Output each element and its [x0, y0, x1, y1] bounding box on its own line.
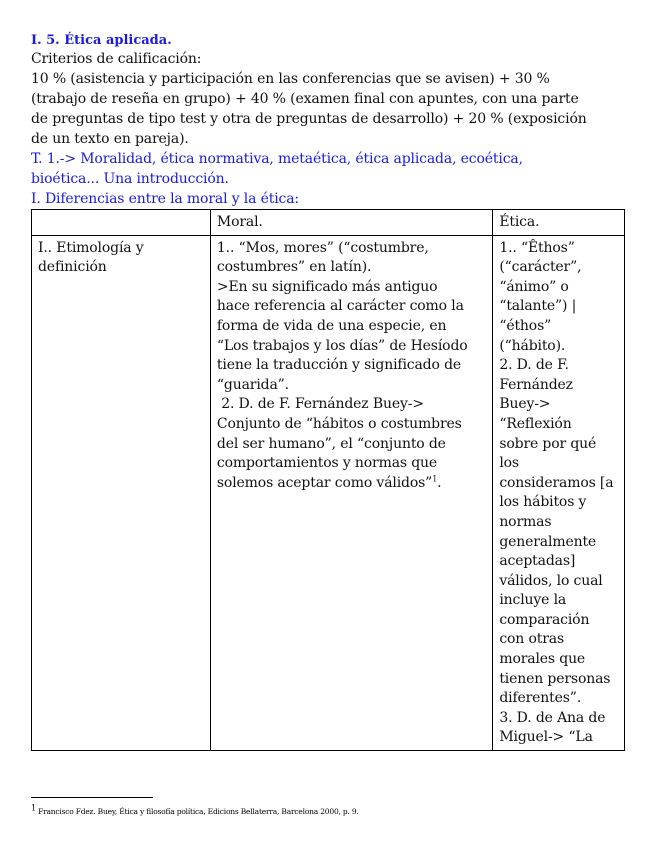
- section-title: I. 5. Ética aplicada.: [31, 33, 172, 48]
- etica-cell: [493, 235, 625, 750]
- topic-title: [31, 149, 627, 189]
- moral-line: 1.. “Mos, mores” (“costumbre,: [216, 239, 429, 256]
- topic-line: T. 1.-> Moralidad, ética normativa, metaética, ética aplicada, ecoética,: [31, 151, 523, 167]
- moral-cell: [210, 235, 492, 750]
- footnote: [31, 803, 359, 816]
- etica-line: 1.. “Êthos”: [499, 239, 575, 256]
- etica-line: Fernández: [499, 376, 573, 393]
- row-label-line: I.. Etimología y: [38, 239, 144, 256]
- etica-line: Buey->: [499, 396, 551, 413]
- moral-line: 2. D. de F. Fernández Buey->: [216, 396, 424, 413]
- moral-line: comportamientos y normas que: [216, 455, 438, 472]
- table-header-cell-etica: Ética.: [493, 210, 625, 236]
- etica-line: los: [499, 455, 519, 472]
- row-label-line: definición: [38, 259, 107, 276]
- etica-line: incluye la: [499, 592, 567, 609]
- moral-line: del ser humano”, el “conjunto de: [216, 435, 446, 452]
- etica-line: Miguel-> “La: [499, 729, 593, 746]
- footnote-reference[interactable]: 1: [432, 474, 438, 484]
- criteria-text: [31, 69, 627, 149]
- moral-last-line: [217, 474, 486, 494]
- table-header-row: [32, 210, 625, 236]
- criteria-line: 10 % (asistencia y participación en las conferencias que se avisen) + 30 %: [31, 71, 550, 87]
- moral-line: “Los trabajos y los días” de Hesíodo: [216, 337, 468, 354]
- etica-line: diferentes”.: [499, 690, 582, 707]
- moral-line: >En su significado más antiguo: [216, 278, 438, 295]
- etica-line: con otras: [499, 631, 564, 648]
- etica-line: (“carácter”,: [499, 259, 582, 276]
- etica-line: generalmente: [499, 533, 597, 550]
- table-row: [32, 235, 625, 750]
- etica-line: “Reflexión: [499, 415, 572, 432]
- criteria-line: de un texto en pareja).: [31, 131, 189, 147]
- moral-line: “guarida”.: [216, 376, 289, 393]
- criteria-line: (trabajo de reseña en grupo) + 40 % (examen final con apuntes, con una parte: [31, 91, 579, 107]
- moral-line: hace referencia al carácter como la: [216, 298, 464, 315]
- etica-line: comparación: [499, 611, 590, 628]
- differences-table: [31, 209, 625, 751]
- etica-line: “talante”) |: [499, 298, 577, 315]
- criteria-heading: Criterios de calificación:: [31, 51, 202, 67]
- table-header-cell-empty: [32, 210, 211, 236]
- footnote-text: Francisco Fdez. Buey, Ética y filosofía política, Edicions Bellaterra, Barcelona 2000, p. 9.: [38, 807, 359, 816]
- criteria-line: de preguntas de tipo test y otra de preguntas de desarrollo) + 20 % (exposición: [31, 111, 587, 127]
- topic-subheading: I. Diferencias entre la moral y la ética:: [31, 191, 299, 207]
- etica-line: 2. D. de F.: [499, 357, 569, 374]
- table-header-cell-moral: Moral.: [210, 210, 492, 236]
- etica-line: válidos, lo cual: [499, 572, 603, 589]
- footnote-mark: 1: [31, 803, 36, 813]
- moral-line: solemos aceptar como válidos”: [216, 474, 433, 491]
- etica-line: “ánimo” o: [499, 278, 569, 295]
- etica-line: morales que: [499, 651, 586, 668]
- moral-line: tiene la traducción y significado de: [216, 357, 462, 374]
- moral-line: forma de vida de una especie, en: [216, 317, 447, 334]
- etica-line: “éthos”: [499, 317, 552, 334]
- moral-line-end: .: [437, 474, 442, 491]
- row-label-cell: [32, 235, 211, 750]
- moral-line: costumbres” en latín).: [216, 259, 372, 276]
- etica-line: 3. D. de Ana de: [499, 709, 606, 726]
- etica-line: (“hábito).: [499, 337, 566, 354]
- footnote-divider: [31, 797, 153, 798]
- etica-line: normas: [499, 513, 552, 530]
- topic-line: bioética... Una introducción.: [31, 171, 229, 187]
- etica-line: aceptadas]: [499, 553, 576, 570]
- document-page: [31, 32, 627, 751]
- etica-line: los hábitos y: [499, 494, 587, 511]
- etica-line: sobre por qué: [499, 435, 597, 452]
- moral-line: Conjunto de “hábitos o costumbres: [216, 415, 462, 432]
- etica-line: consideramos [a: [499, 474, 614, 491]
- etica-line: tienen personas: [499, 670, 611, 687]
